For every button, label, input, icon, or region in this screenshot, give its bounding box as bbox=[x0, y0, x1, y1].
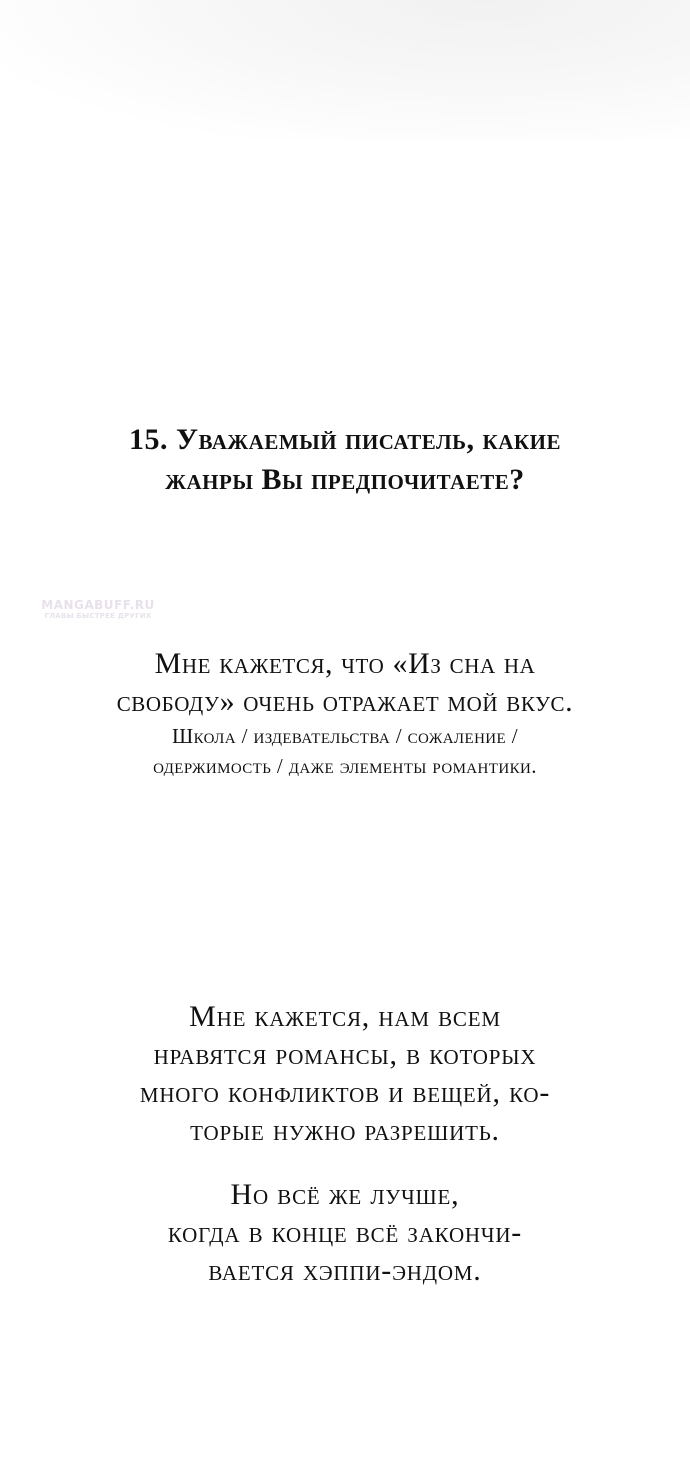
answer-paragraph-2 bbox=[0, 998, 690, 1150]
answer-paragraph-1 bbox=[0, 645, 690, 781]
answer-line: вается хэппи-эндом. bbox=[208, 1254, 482, 1287]
answer-line: Мне кажется, что «Из сна на bbox=[154, 647, 536, 680]
answer-line: торые нужно разрешить. bbox=[190, 1114, 500, 1147]
top-background-glow bbox=[0, 0, 690, 140]
answer-line: Но всё же лучше, bbox=[230, 1178, 460, 1211]
answer-line: нравятся романсы, в которых bbox=[153, 1038, 537, 1071]
answer-line: когда в конце всё закончи- bbox=[167, 1216, 523, 1249]
answer-line: много конфликтов и вещей, ко- bbox=[139, 1076, 551, 1109]
genre-list-line: одержимость / даже элементы романтики. bbox=[153, 754, 537, 778]
answer-paragraph-3 bbox=[0, 1176, 690, 1290]
question-line: 15. Уважаемый писатель, какие bbox=[129, 423, 561, 456]
answer-line: свободу» очень отражает мой вкус. bbox=[116, 685, 574, 718]
answer-line: Мне кажется, нам всем bbox=[189, 1000, 501, 1033]
genre-list-line: Школа / издевательства / сожаление / bbox=[172, 724, 518, 748]
question-line: жанры Вы предпочитаете? bbox=[165, 463, 525, 496]
site-watermark bbox=[18, 598, 178, 621]
watermark-title: MANGABUFF.RU bbox=[41, 598, 155, 612]
question-heading bbox=[0, 420, 690, 500]
watermark-subtitle: ГЛАВЫ БЫСТРЕЕ ДРУГИХ bbox=[44, 612, 152, 620]
